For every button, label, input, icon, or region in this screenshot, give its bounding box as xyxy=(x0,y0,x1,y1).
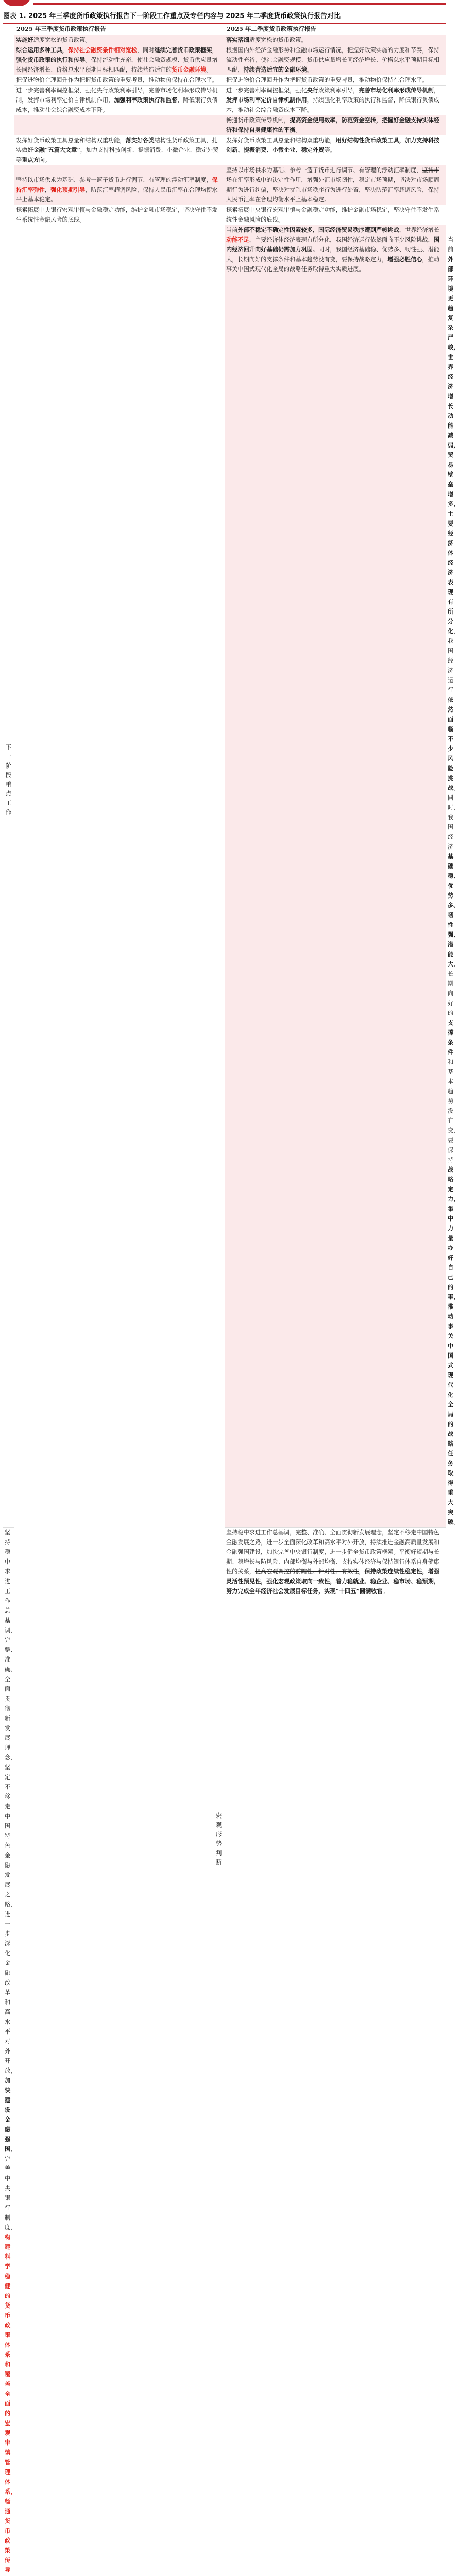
q3-row-1: 实施好适度宽松的货币政策。 xyxy=(14,35,225,45)
header-rule xyxy=(33,3,446,5)
q2-row-6: 发挥好货币政策工具总量和结构双重功能，用好结构性货币政策工具，加力支持科技创新、提振消费、小微企业、稳定外贸等。 xyxy=(225,135,446,165)
q2-row-1: 落实落细适度宽松的货币政策。 xyxy=(225,35,446,45)
q3-row-6: 发挥好货币政策工具总量和结构双重功能，落实好各类结构性货币政策工具，扎实做好金融“五篇大文章”，加力支持科技创新、提振消费、小微企业、稳定外贸等重点方向。 xyxy=(14,135,225,165)
comparison-table: 2025 年三季度货币政策执行报告 2025 年二季度货币政策执行报告 下一阶段重点工作 实施好适度宽松的货币政策。 落实落细适度宽松的货币政策。 综合运用多种工具，保持社会融资条件相对宽松，同时继续完善货币政策框架，强化货币政策的执行和传导。保持流动性充裕，使社会融资规模、货币供应量增长同经济增长、价格总水平预期目标相匹配，持续营造适宜的货币金融环境。 根据国内外经济金融形势和金融市场运行情况，把握好政策实施的力度和节奏，保持流动性充裕，使社会融资规模、货币供应量增长同经济增长、价格总水平预期目标相匹配，持续营造适宜的金融环境。 把促进物价合理回升作为把握货币政策的重要考量，推动物价保持在合理水平。 把促进物价合理回升作为把握货币政策的重要考量，推动物价保持在合理水平。 进一步完善利率调控框架，强化央行政策利率引导，完善市场化利率形成传导机制，发挥市场利率定价自律机制作用，加强利率政策执行和监督，降低银行负债成本，推动社会综合融资成本下降。 进一步完善利率调控框架，强化央行政策利率引导，完善市场化利率形成传导机制，发挥市场利率定价自律机制作用，持续强化利率政策的执行和监督，降低银行负债成本，推动社会综合融资成本下降。 畅通货币政策传导机制，提高资金使用效率，防范资金空转，把握好金融支持实体经济和保持自身健康性的平衡。 发挥好货币政策工具总量和结构双重功能，落实好各类结构性货币政策工具，扎实做好金融“五篇大文章”，加力支持科技创新、提振消费、小微企业、稳定外贸等重点方向。 发挥好货币政策工具总量和结构双重功能，用好结构性货币政策工具，加力支持科技创新、提振消费、小微企业、稳定外贸等。 坚持以市场供求为基础、参考一篮子货币进行调节、有管理的浮动汇率制度，保持汇率弹性，强化预期引导，防范汇率超调风险，保持人民币汇率在合理均衡水平上基本稳定。 坚持以市场供求为基础、参考一篮子货币进行调节、有管理的浮动汇率制度，坚持市场在汇率形成中的决定性作用，增强外汇市场韧性，稳定市场预期，坚决对市场顺周期行为进行纠偏，坚决对扰乱市场秩序行为进行处置，坚决防范汇率超调风险，保持人民币汇率在合理均衡水平上基本稳定。 探索拓展中央银行宏观审慎与金融稳定功能，维护金融市场稳定，坚决守住不发生系统性金融风险的底线。 探索拓展中央银行宏观审慎与金融稳定功能，维护金融市场稳定，坚决守住不发生系统性金融风险的底线。 宏观形势判断 当前外部不稳定不确定性因素较多，国际经济贸易秩序遭到严峻挑战，世界经济增长动能不足，主要经济体经济表现有所分化，我国经济运行依然面临不少风险挑战，国内经济回升向好基础仍需加力巩固。同时，我国经济基础稳、优势多、韧性强、潜能大，长期向好的支撑条件和基本趋势没有变，要保持战略定力，增强必胜信心，推动事关中国式现代化全局的战略任务取得重大实质进展。 当前外部环境更趋复杂严峻，世界经济增长动能减弱，贸易壁垒增多，主要经济体经济表现有所分化，我国经济运行依然面临不少风险挑战。同时，我国经济基础稳、优势多、韧性强、潜能大，长期向好的支撑条件和基本趋势没有变，要保持战略定力，集中力量办好自己的事，推动事关中国式现代化全局的战略任务取得重大突破。 坚持稳中求进工作总基调，完整、准确、全面贯彻新发展理念，坚定不移走中国特色金融发展之路，进一步深化金融改革和高水平对外开放，加快建设金融强国，完善中央银行制度，构建科学稳健的货币政策体系和覆盖全面的宏观审慎管理体系，畅通货币政策传导 坚持稳中求进工作总基调，完整、准确、全面贯彻新发展理念，坚定不移走中国特色金融发展之路，进一步全面深化改革和高水平对外开放，持续推进金融高质量发展和金融强国建设，加快完善中央银行制度，进一步健全货币政策框架。平衡好短期与长期、稳增长与防风险、内部均衡与外部均衡、支持实体经济与保持银行体系自身健康性的关系，提高宏观调控的前瞻性、针对性、有效性，保持政策连续性稳定性，增强灵活性预见性，强化宏观政策取向一致性，着力稳就业、稳企业、稳市场、稳预期，努力完成全年经济社会发展目标任务，实现“十四五”圆满收官。 xyxy=(3,23,446,2576)
q3-macro-2: 坚持稳中求进工作总基调，完整、准确、全面贯彻新发展理念，坚定不移走中国特色金融发展之路，进一步深化金融改革和高水平对外开放，加快建设金融强国，完善中央银行制度，构建科学稳健的货币政策体系和覆盖全面的宏观审慎管理体系，畅通货币政策传导 xyxy=(3,1527,14,2576)
q3-macro-1: 当前外部不稳定不确定性因素较多，国际经济贸易秩序遭到严峻挑战，世界经济增长动能不足，主要经济体经济表现有所分化，我国经济运行依然面临不少风险挑战，国内经济回升向好基础仍需加力巩固。同时，我国经济基础稳、优势多、韧性强、潜能大，长期向好的支撑条件和基本趋势没有变，要保持战略定力，增强必胜信心，推动事关中国式现代化全局的战略任务取得重大实质进展。 xyxy=(225,225,446,1528)
q3-row-2: 综合运用多种工具，保持社会融资条件相对宽松，同时继续完善货币政策框架，强化货币政策的执行和传导。保持流动性充裕，使社会融资规模、货币供应量增长同经济增长、价格总水平预期目标相匹配，持续营造适宜的货币金融环境。 xyxy=(14,45,225,75)
section-macro: 宏观形势判断 xyxy=(14,225,225,2576)
q2-macro-2: 坚持稳中求进工作总基调，完整、准确、全面贯彻新发展理念，坚定不移走中国特色金融发展之路，进一步全面深化改革和高水平对外开放，持续推进金融高质量发展和金融强国建设，加快完善中央银行制度，进一步健全货币政策框架。平衡好短期与长期、稳增长与防风险、内部均衡与外部均衡、支持实体经济与保持银行体系自身健康性的关系，提高宏观调控的前瞻性、针对性、有效性，保持政策连续性稳定性，增强灵活性预见性，强化宏观政策取向一致性，着力稳就业、稳企业、稳市场、稳预期，努力完成全年经济社会发展目标任务，实现“十四五”圆满收官。 xyxy=(225,1527,446,2576)
q3-row-4: 进一步完善利率调控框架，强化央行政策利率引导，完善市场化利率形成传导机制，发挥市场利率定价自律机制作用，加强利率政策执行和监督，降低银行负债成本，推动社会综合融资成本下降。 xyxy=(14,86,225,115)
q2-row-4: 进一步完善利率调控框架，强化央行政策利率引导，完善市场化利率形成传导机制，发挥市场利率定价自律机制作用，持续强化利率政策的执行和监督，降低银行负债成本，推动社会综合融资成本下降。 xyxy=(225,86,446,115)
q2-row-2: 根据国内外经济金融形势和金融市场运行情况，把握好政策实施的力度和节奏，保持流动性充裕，使社会融资规模、货币供应量增长同经济增长、价格总水平预期目标相匹配，持续营造适宜的金融环境。 xyxy=(225,45,446,75)
q3-row-3: 把促进物价合理回升作为把握货币政策的重要考量，推动物价保持在合理水平。 xyxy=(14,75,225,86)
section-work: 下一阶段重点工作 xyxy=(3,35,14,1528)
corner-cell xyxy=(3,23,14,35)
q2-row-5: 畅通货币政策传导机制，提高资金使用效率，防范资金空转，把握好金融支持实体经济和保持自身健康性的平衡。 xyxy=(225,115,446,135)
top-bar xyxy=(0,0,450,7)
q3-row-8: 探索拓展中央银行宏观审慎与金融稳定功能，维护金融市场稳定，坚决守住不发生系统性金融风险的底线。 xyxy=(14,205,225,225)
q2-row-8: 探索拓展中央银行宏观审慎与金融稳定功能，维护金融市场稳定，坚决守住不发生系统性金融风险的底线。 xyxy=(225,205,446,225)
q3-row-7: 坚持以市场供求为基础、参考一篮子货币进行调节、有管理的浮动汇率制度，保持汇率弹性，强化预期引导，防范汇率超调风险，保持人民币汇率在合理均衡水平上基本稳定。 xyxy=(14,165,225,205)
logo-icon xyxy=(2,0,31,6)
q3-row-5 xyxy=(14,115,225,135)
header-q2: 2025 年二季度货币政策执行报告 xyxy=(225,23,446,35)
header-q3: 2025 年三季度货币政策执行报告 xyxy=(14,23,225,35)
q2-row-7: 坚持以市场供求为基础、参考一篮子货币进行调节、有管理的浮动汇率制度，坚持市场在汇率形成中的决定性作用，增强外汇市场韧性，稳定市场预期，坚决对市场顺周期行为进行纠偏，坚决对扰乱市场秩序行为进行处置，坚决防范汇率超调风险，保持人民币汇率在合理均衡水平上基本稳定。 xyxy=(225,165,446,205)
figure-title: 图表 1. 2025 年三季度货币政策执行报告下一阶段工作重点及专栏内容与 2025 年二季度货币政策执行报告对比 xyxy=(3,10,341,20)
q2-row-3: 把促进物价合理回升作为把握货币政策的重要考量，推动物价保持在合理水平。 xyxy=(225,75,446,86)
